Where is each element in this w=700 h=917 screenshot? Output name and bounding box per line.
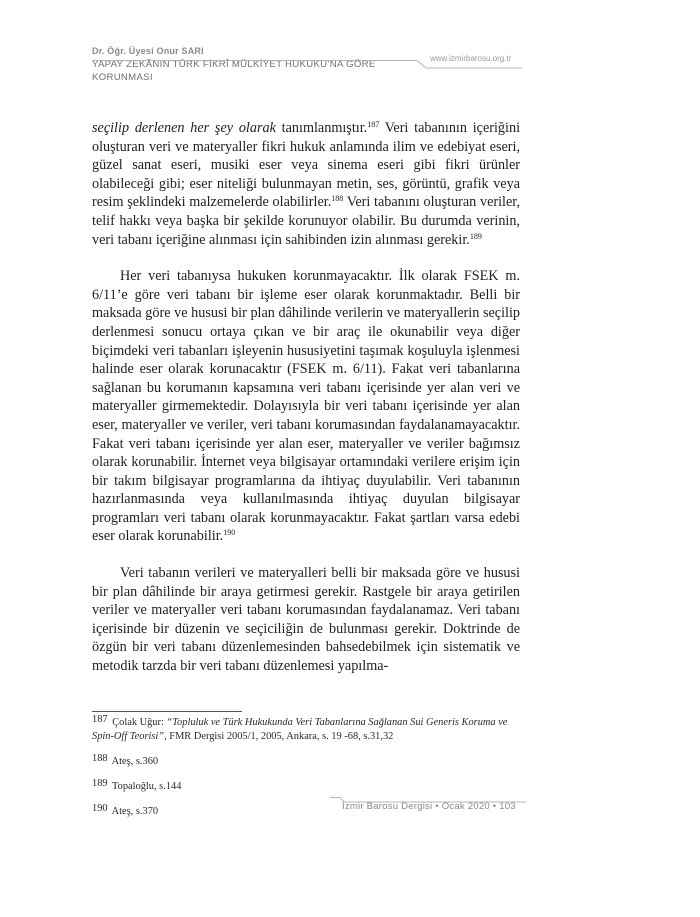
footnote-ref[interactable]: 187 bbox=[367, 120, 380, 129]
footnote-ref[interactable]: 190 bbox=[223, 528, 236, 538]
footnote-ref[interactable]: 188 bbox=[331, 194, 344, 204]
website-link[interactable]: www.izmirbarosu.org.tr bbox=[430, 54, 512, 63]
author-name: Dr. Öğr. Üyesi Onur SARI bbox=[92, 46, 204, 56]
bullet-separator: • bbox=[492, 801, 497, 812]
paragraph-3: Veri tabanın verileri ve materyalleri belli bir maksada göre ve hususi bir plan dâhilinde bir araya getirmesi gerekir. Rastgele bir araya getirilen veriler ve materyaller veri tabanı korumasından faydalanamaz. Veri tabanı içerisinde bir düzenin ve seçiciliğin de bulunması gerekir. Doktrinde de özgün bir veri tabanı düzenlemesinden bahsedebilmek için sistematik ve metodik tarzda bir veri tabanı düzenlemesi yapılma- bbox=[92, 565, 520, 675]
article-title: YAPAY ZEKÂNIN TÜRK FİKRÎ MÜLKİYET HUKUKU’NA GÖRE KORUNMASI bbox=[92, 59, 376, 83]
footnote-ref[interactable]: 189 bbox=[469, 231, 482, 241]
footnote-item: 189 Topaloğlu, s.144 bbox=[92, 778, 182, 792]
bullet-separator: • bbox=[435, 801, 439, 812]
body-text bbox=[92, 119, 520, 676]
footnote-number: 190 bbox=[92, 803, 108, 814]
footnote-number: 187 bbox=[92, 714, 108, 725]
italic-phrase: seçilip derlenen her şey olarak bbox=[92, 120, 276, 136]
page-number: 103 bbox=[499, 801, 516, 812]
footnote-item: 190 Ateş, s.370 bbox=[92, 803, 159, 817]
footnote-item: 188 Ateş, s.360 bbox=[92, 753, 159, 767]
paragraph-1: seçilip derlenen her şey olarak tanımlanmıştır.$^{187}$ Veri tabanının içeriğini oluşturan veri ve materyaller fikri hukuk anlamında ilim ve edebiyat eseri, güzel sanat eseri, musiki eser veya sinema eseri gibi fikri ürünler olabileceği gibi; eser niteliği bulunmayan metin, ses, görüntü, grafik veya resim şeklindeki malzemelerde olabilirler.$^{188}$ Veri tabanını oluşturan veriler, telif hakkı veya başka bir şekilde korunuyor olabilir. Bu durumda verinin, veri tabanı içeriğine alınması için sahibinden izin alınması gerekir.$^{189}$ bbox=[92, 120, 521, 248]
footnote-item: 187 Çolak Uğur: “Topluluk ve Türk Hukukunda Veri Tabanlarına Sağlanan Sui Generis Koruma ve Spin-Off Teorisi”, FMR Dergisi 2005/1, 2005, Ankara, s. 19 -68, s.31,32 bbox=[92, 714, 508, 742]
issue-date: Ocak 2020 bbox=[441, 801, 490, 812]
paragraph-2: Her veri tabanıysa hukuken korunmayacaktır. İlk olarak FSEK m. 6/11’e göre veri tabanı bir işleme eser olarak korunmaktadır. Belli bir maksada göre ve hususi bir plan dâhilinde verilerin ve materyallerin seçilip derlenmesi sonucu ortaya çıkan ve bir araç ile okunabilir veya diğer biçimdeki veri tabanları işleyenin hususiyetini taşımak koşuluyla işlenmesi halinde eser olarak korunacaktır (FSEK m. 6/11). Fakat veri tabanlarına sağlanan bu korumanın kapsamına veri tabanı içerisinde yer alan veri ve materyaller girmemektedir. Dolayısıyla bir veri tabanı içerisinde yer alan eser, materyaller ve veriler, veri tabanı korumasından faydalanamayacaktır. Fakat veri tabanı içerisinde yer alan eser, materyaller ve veriler bağımsız olarak korunabilir. İnternet veya bilgisayar ortamındaki verilere erişim için bir takım bilgisayar programlarına da ihtiyaç duyulabilir. Veri tabanının hazırlanmasında veya kullanılmasında ihtiyaç duyulan bilgisayar programları veri tabanı olarak korunmayacaktır. Fakat şartları varsa edebi eser olarak korunabilir.$^{190}$ bbox=[92, 268, 520, 545]
footnote-number: 188 bbox=[92, 753, 108, 764]
footnote-number: 189 bbox=[92, 778, 108, 789]
running-footer bbox=[342, 801, 516, 812]
footnote-separator bbox=[92, 711, 242, 712]
journal-name: İzmir Barosu Dergisi bbox=[342, 801, 433, 812]
